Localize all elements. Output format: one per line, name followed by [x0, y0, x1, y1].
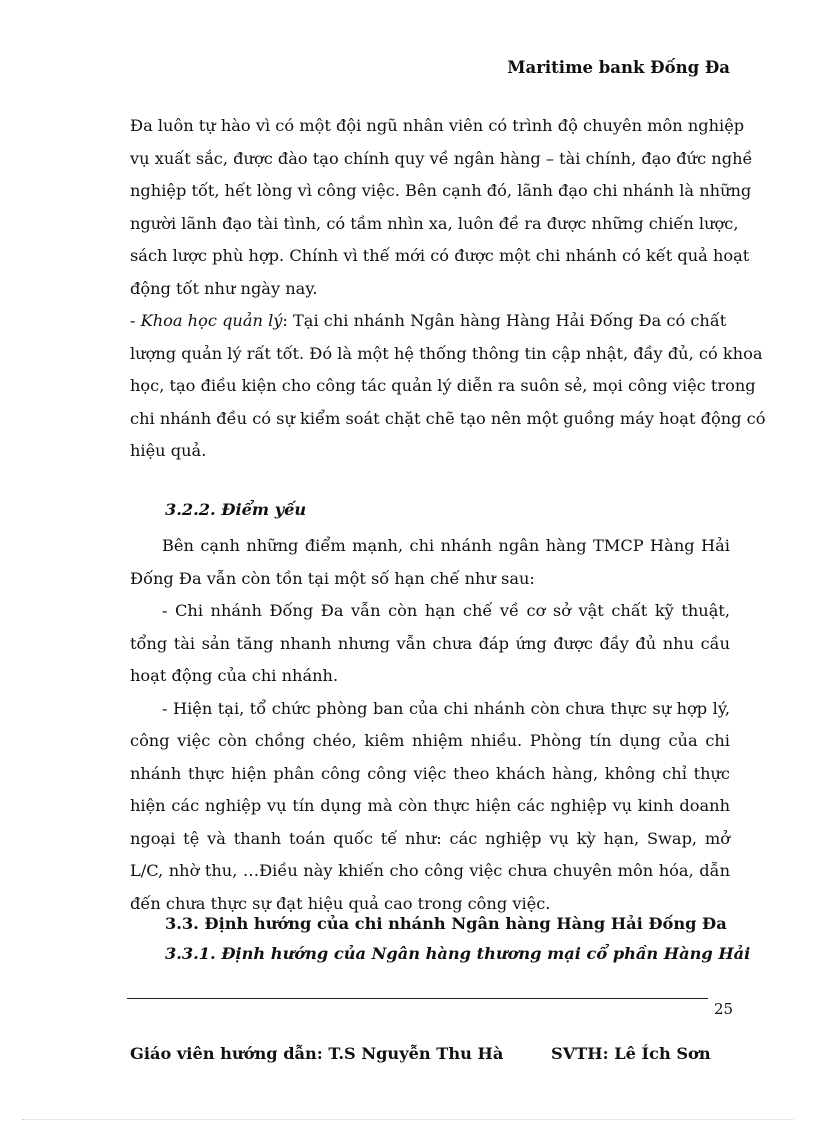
- weakness-item-facilities: - Chi nhánh Đống Đa vẫn còn hạn chế về cơ sở vật chất kỹ thuật, tổng tài sản tăng nhanh nhưng vẫn chưa đáp ứng được đầy đủ nhu cầu hoạt động của chi nhánh.: [130, 601, 730, 685]
- text-line: người lãnh đạo tài tình, có tầm nhìn xa, luôn đề ra được những chiến lược,: [130, 213, 739, 233]
- text-line: học, tạo điều kiện cho công tác quản lý diễn ra suôn sẻ, mọi công việc trong: [130, 376, 756, 395]
- paragraph-management-science: [130, 305, 766, 468]
- text-line: [130, 305, 730, 338]
- text-line: chi nhánh đều có sự kiểm soát chặt chẽ tạo nên một guồng máy hoạt động có: [130, 408, 766, 428]
- paragraph-weaknesses: [130, 530, 730, 920]
- paragraph-strengths-staff: [130, 110, 753, 305]
- text-line: Đa luôn tự hào vì có một đội ngũ nhân viên có trình độ chuyên môn nghiệp: [130, 116, 745, 135]
- page-edge-dotted-line: [22, 1119, 794, 1120]
- page-number: 25: [714, 1000, 734, 1018]
- text-line: sách lược phù hợp. Chính vì thế mới có được một chi nhánh có kết quả hoạt: [130, 246, 750, 265]
- text-line: lượng quản lý rất tốt. Đó là một hệ thống thông tin cập nhật, đầy đủ, có khoa: [130, 343, 763, 363]
- page-header: Maritime bank Đống Đa: [507, 58, 730, 77]
- text-fragment: : Tại chi nhánh Ngân hàng Hàng Hải Đống Đa có chất: [282, 311, 727, 330]
- text-line: nghiệp tốt, hết lòng vì công việc. Bên cạnh đó, lãnh đạo chi nhánh là những: [130, 181, 752, 200]
- footer-divider: [127, 998, 708, 999]
- weakness-intro: Bên cạnh những điểm mạnh, chi nhánh ngân hàng TMCP Hàng Hải Đống Đa vẫn còn tồn tại một số hạn chế như sau:: [130, 536, 730, 588]
- text-line: vụ xuất sắc, được đào tạo chính quy về ngân hàng – tài chính, đạo đức nghề: [130, 148, 753, 168]
- subsection-heading-msb-orientation: 3.3.1. Định hướng của Ngân hàng thương mại cổ phần Hàng Hải: [165, 944, 751, 963]
- weakness-item-organization: - Hiện tại, tổ chức phòng ban của chi nhánh còn chưa thực sự hợp lý, công việc còn chồng chéo, kiêm nhiệm nhiều. Phòng tín dụng của chi nhánh thực hiện phân công công việc theo khách hàng, không chỉ thực hiện các nghiệp vụ tín dụng mà còn thực hiện các nghiệp vụ kinh doanh ngoại tệ và thanh toán quốc tế như: các nghiệp vụ kỳ hạn, Swap, mở L/C, nhờ thu, …Điều này khiến cho công việc chưa chuyên môn hóa, dẫn đến chưa thực sự đạt hiệu quả cao trong công việc.: [130, 698, 730, 913]
- section-heading-weaknesses: 3.2.2. Điểm yếu: [165, 500, 307, 519]
- text-line: động tốt như ngày nay.: [130, 278, 318, 298]
- bullet-dash: -: [130, 311, 141, 330]
- footer-advisor: Giáo viên hướng dẫn: T.S Nguyễn Thu Hà: [130, 1044, 504, 1063]
- footer-student: SVTH: Lê Ích Sơn: [551, 1044, 711, 1063]
- section-heading-orientation: 3.3. Định hướng của chi nhánh Ngân hàng Hàng Hải Đống Đa: [165, 914, 727, 933]
- text-line: hiệu quả.: [130, 441, 207, 460]
- italic-term: Khoa học quản lý: [140, 311, 283, 330]
